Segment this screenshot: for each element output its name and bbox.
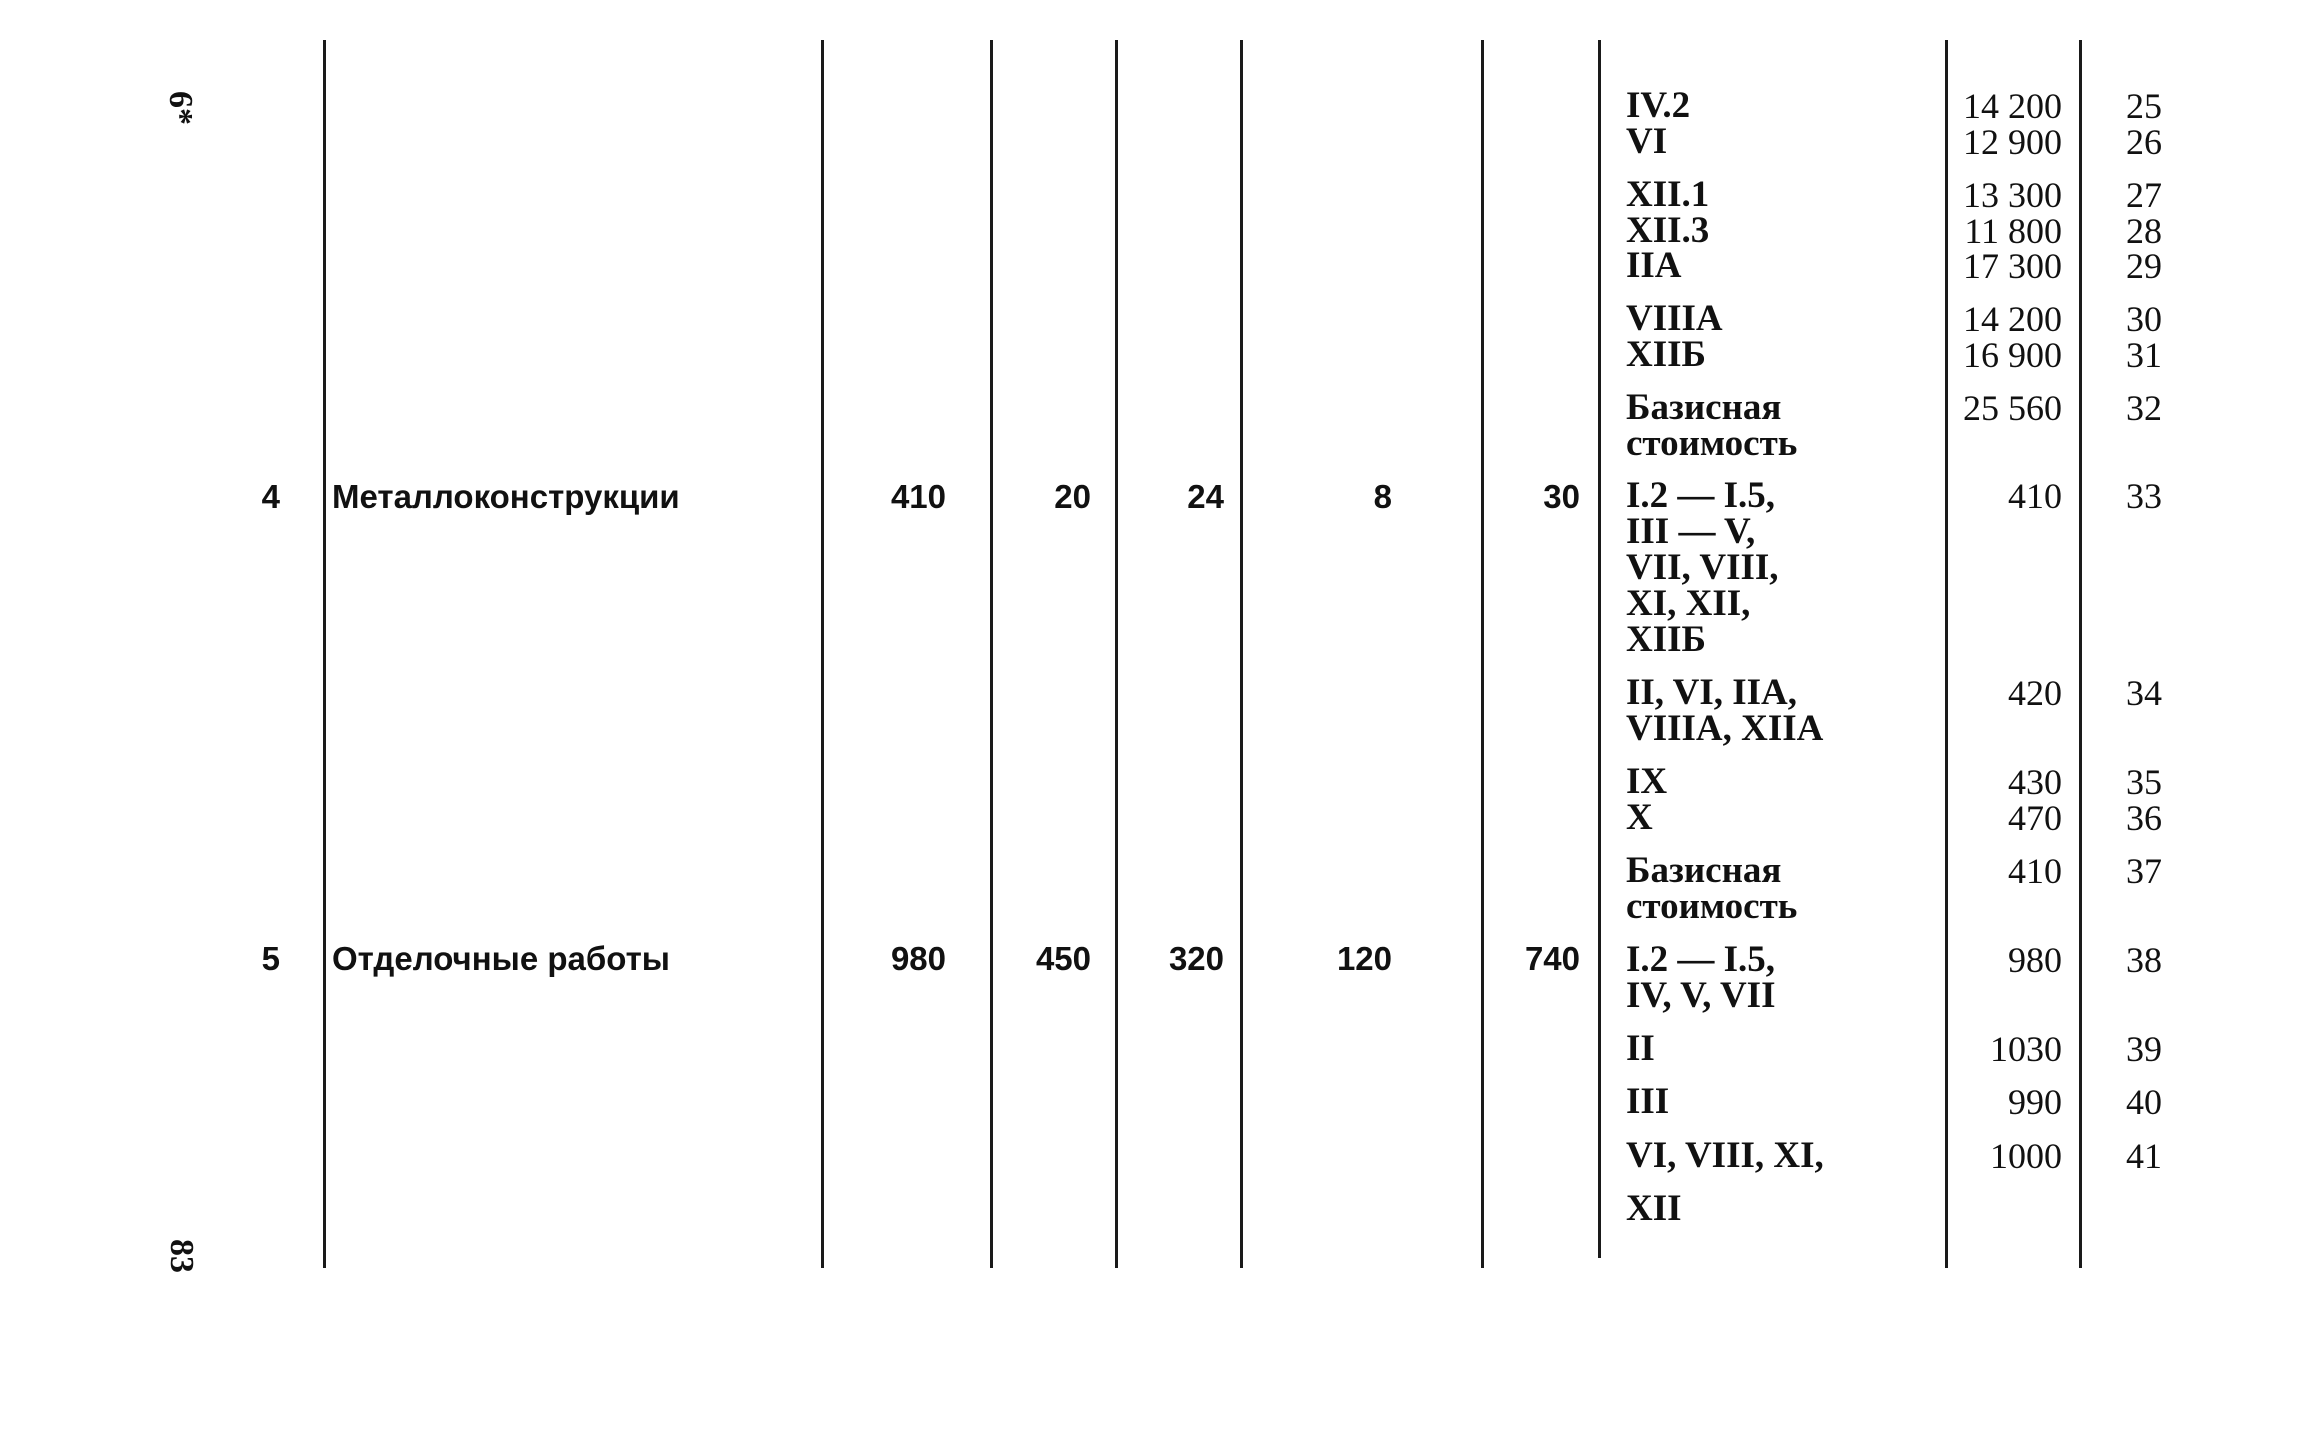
- variant-index: 39: [2126, 1029, 2162, 1069]
- row-4-col-1: 410: [890, 478, 946, 515]
- variant-label: IX: [1626, 761, 1668, 802]
- variant-label: I.2 — I.5, IV, V, VII: [1626, 939, 1776, 1016]
- variant-index: 25: [2126, 86, 2162, 126]
- variant-value: 11 800: [1964, 211, 2062, 251]
- variant-label: I.2 — I.5, III — V, VII, VIII, XI, XII, XIIБ: [1626, 475, 1779, 660]
- variant-value: 13 300: [1963, 175, 2062, 215]
- variant-index: 26: [2126, 122, 2162, 162]
- variant-label: XIIБ: [1626, 334, 1706, 375]
- row-4-number: 4: [261, 478, 280, 515]
- col-rule-7: [1598, 40, 1601, 1258]
- row-5-number: 5: [261, 940, 280, 977]
- variant-label: X: [1626, 797, 1653, 838]
- variant-value: 430: [2008, 762, 2062, 802]
- variant-index: 35: [2126, 762, 2162, 802]
- variant-label: II: [1626, 1028, 1655, 1069]
- row-5-col-5: 740: [1524, 940, 1580, 977]
- variant-value: 980: [2008, 940, 2062, 980]
- variant-label: VIIIA: [1626, 298, 1723, 339]
- variant-label: XII.3: [1626, 210, 1710, 251]
- row-4-col-2: 20: [1054, 478, 1091, 515]
- variant-index: 40: [2126, 1082, 2162, 1122]
- variant-value: 12 900: [1963, 122, 2062, 162]
- variant-value: 420: [2008, 673, 2062, 713]
- variant-value: 990: [2008, 1082, 2062, 1122]
- row-5-name: Отделочные работы: [332, 940, 670, 977]
- variant-index: 37: [2126, 851, 2162, 891]
- variant-label: XII.1: [1626, 174, 1710, 215]
- variant-index: 33: [2126, 476, 2162, 516]
- variant-index: 36: [2126, 798, 2162, 838]
- variant-label: XII: [1626, 1188, 1682, 1229]
- variant-value: 25 560: [1963, 388, 2062, 428]
- variant-label: IIA: [1626, 245, 1682, 286]
- col-rule-9: [2079, 40, 2082, 1268]
- col-rule-1: [323, 40, 326, 1268]
- row-4-col-3: 24: [1187, 478, 1224, 515]
- col-rule-6: [1481, 40, 1484, 1268]
- variant-value: 1000: [1990, 1136, 2062, 1176]
- variant-label: Базисная стоимость: [1626, 387, 1798, 464]
- variant-value: 410: [2008, 851, 2062, 891]
- row-4-name: Металлоконструкции: [332, 478, 680, 515]
- variant-value: 14 200: [1963, 86, 2062, 126]
- variant-label: III: [1626, 1081, 1670, 1122]
- variant-label: Базисная стоимость: [1626, 850, 1798, 927]
- variant-label: IV.2: [1626, 85, 1691, 126]
- margin-page-number: 83: [163, 1239, 200, 1273]
- variant-index: 41: [2126, 1136, 2162, 1176]
- variant-index: 27: [2126, 175, 2162, 215]
- row-5-col-4: 120: [1336, 940, 1392, 977]
- variant-index: 38: [2126, 940, 2162, 980]
- variant-index: 28: [2126, 211, 2162, 251]
- row-5-col-1: 980: [890, 940, 946, 977]
- variant-index: 31: [2126, 335, 2162, 375]
- variant-value: 410: [2008, 476, 2062, 516]
- variant-index: 30: [2126, 299, 2162, 339]
- variant-value: 470: [2008, 798, 2062, 838]
- variant-label: II, VI, IIA, VIIIA, XIIA: [1626, 672, 1824, 749]
- variant-value: 1030: [1990, 1029, 2062, 1069]
- variant-label: VI, VIII, XI,: [1626, 1135, 1824, 1176]
- row-5-col-3: 320: [1168, 940, 1224, 977]
- variant-index: 32: [2126, 388, 2162, 428]
- row-5-col-2: 450: [1035, 940, 1091, 977]
- row-4-col-4: 8: [1373, 478, 1392, 515]
- variant-value: 17 300: [1963, 246, 2062, 286]
- col-rule-3: [990, 40, 993, 1268]
- margin-top-mark: 6*: [162, 91, 199, 125]
- variant-value: 16 900: [1963, 335, 2062, 375]
- variant-label: VI: [1626, 121, 1668, 162]
- col-rule-4: [1115, 40, 1118, 1268]
- col-rule-5: [1240, 40, 1243, 1268]
- row-4-col-5: 30: [1543, 478, 1580, 515]
- variant-index: 29: [2126, 246, 2162, 286]
- variant-value: 14 200: [1963, 299, 2062, 339]
- col-rule-8: [1945, 40, 1948, 1268]
- col-rule-2: [821, 40, 824, 1268]
- variant-index: 34: [2126, 673, 2162, 713]
